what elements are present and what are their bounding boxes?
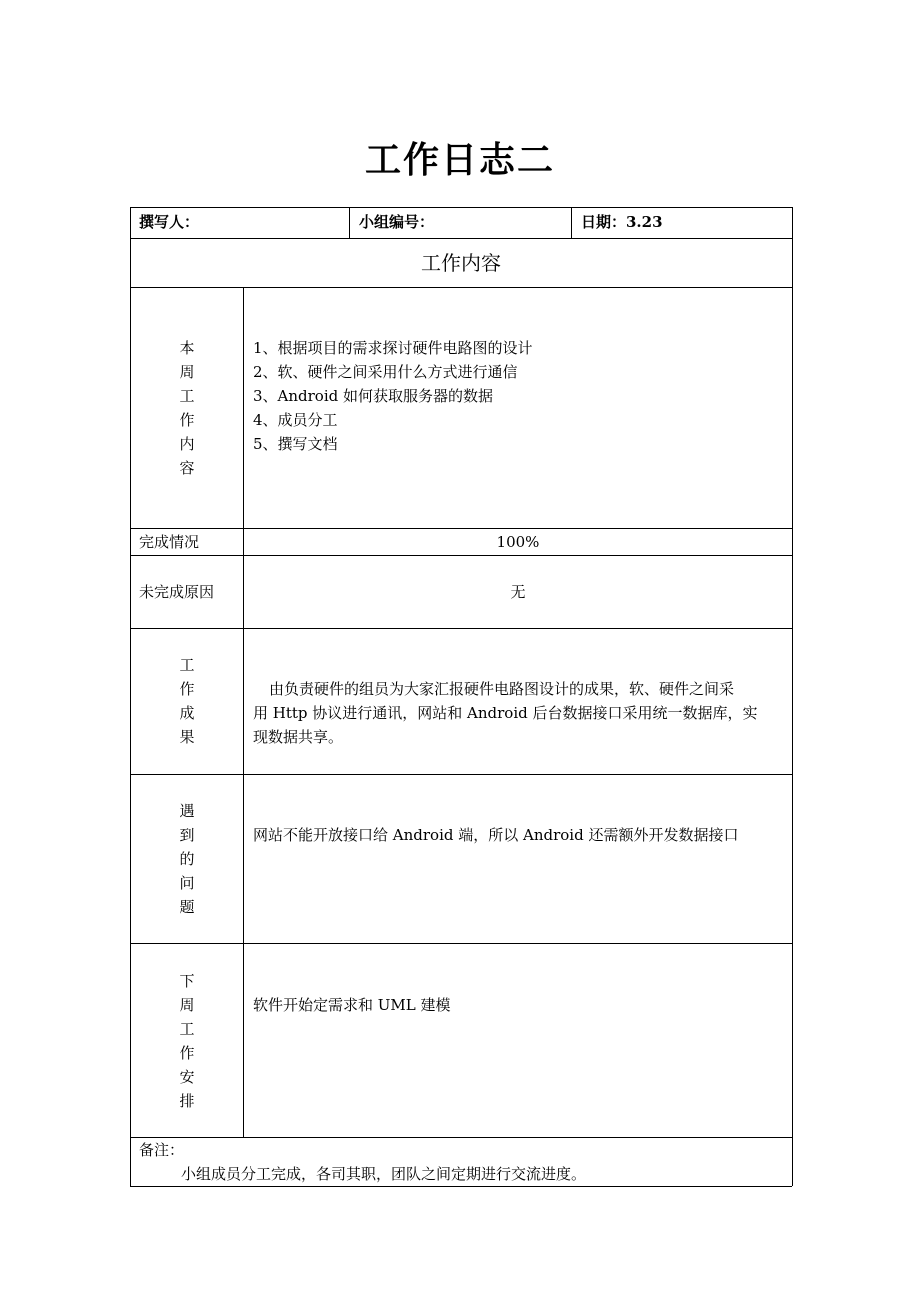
weekly-work-item: 3、Android 如何获取服务器的数据 [253,387,494,405]
table-border-right [792,207,793,1186]
results-text-line: 用 Http 协议进行通讯，网站和 Android 后台数据接口采用统一数据库，实 [253,704,758,722]
label-char: 问 [179,874,195,892]
label-char: 工 [179,387,195,405]
results-label [131,653,243,749]
row-divider [130,238,792,239]
label-char: 排 [179,1092,195,1110]
weekly-work-item: 2、软、硬件之间采用什么方式进行通信 [253,363,518,381]
label-char: 本 [179,339,195,357]
notes-text: 小组成员分工完成，各司其职，团队之间定期进行交流进度。 [181,1165,587,1183]
problems-label [131,799,243,919]
label-char: 成 [179,704,195,722]
document-title: 工作日志二 [364,139,555,181]
label-char: 果 [179,728,195,746]
header-divider [571,207,572,238]
row-divider [130,943,792,944]
row-divider [130,528,792,529]
label-column-divider [243,287,244,1137]
problems-text: 网站不能开放接口给 Android 端，所以 Android 还需额外开发数据接口 [253,826,739,844]
work-log-table [130,207,792,1186]
label-char: 遇 [179,802,195,820]
group-number-label: 小组编号： [359,213,435,231]
row-divider [130,628,792,629]
label-char: 到 [179,826,195,844]
author-label: 撰写人： [139,213,200,231]
row-divider [130,774,792,775]
table-border-top [130,207,792,208]
completion-label: 完成情况 [139,533,200,551]
incomplete-reason-value: 无 [510,583,526,601]
weekly-work-item: 5、撰写文档 [253,435,338,453]
next-week-label [131,969,243,1113]
results-text-line: 现数据共享。 [253,728,344,746]
weekly-work-label [131,336,243,480]
label-char: 工 [179,1020,195,1038]
date-label: 日期：3.23 [581,213,663,231]
results-text-line: 由负责硬件的组员为大家汇报硬件电路图设计的成果，软、硬件之间采 [269,680,735,698]
label-char: 作 [179,1044,195,1062]
label-char: 工 [179,656,195,674]
label-char: 下 [179,972,195,990]
label-char: 的 [179,850,195,868]
incomplete-reason-label: 未完成原因 [139,583,215,601]
row-divider [130,555,792,556]
notes-label: 备注： [139,1141,185,1159]
next-week-text: 软件开始定需求和 UML 建模 [253,996,451,1014]
label-char: 作 [179,680,195,698]
label-char: 容 [179,459,195,477]
table-border-bottom [130,1186,792,1187]
weekly-work-item: 4、成员分工 [253,411,338,429]
label-char: 周 [179,996,195,1014]
header-divider [349,207,350,238]
completion-value: 100% [496,533,540,551]
label-char: 作 [179,411,195,429]
label-char: 周 [179,363,195,381]
label-char: 安 [179,1068,195,1086]
row-divider [130,1137,792,1138]
row-divider [130,287,792,288]
weekly-work-item: 1、根据项目的需求探讨硬件电路图的设计 [253,339,533,357]
label-char: 题 [179,898,195,916]
label-char: 内 [179,435,195,453]
section-title: 工作内容 [421,251,501,275]
